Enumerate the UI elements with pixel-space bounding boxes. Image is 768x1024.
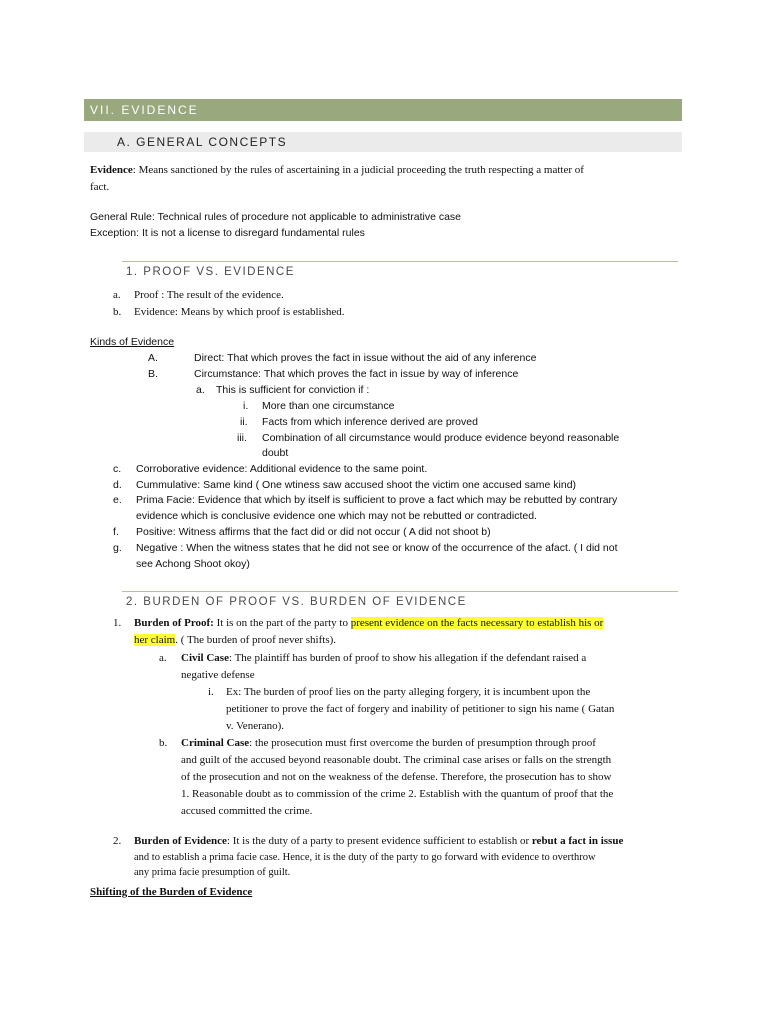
- kinds-g: Negative : When the witness states that he did not see or know of the occurrence of the afact. ( I did not: [136, 542, 618, 554]
- evidence-definition-cont: fact.: [90, 181, 110, 193]
- roman-i: More than one circumstance: [262, 400, 395, 412]
- proof-vs-evidence-header: [122, 261, 678, 282]
- burden-evidence-line2: and to establish a prima facie case. Hence, it is the duty of the party to go forward with evidence to overthrow: [134, 852, 596, 863]
- general-rule: General Rule: Technical rules of procedure not applicable to administrative case: [90, 211, 462, 223]
- burden-evidence-text: : It is the duty of a party to present evidence sufficient to establish or: [226, 835, 532, 847]
- example-marker: i.: [208, 686, 214, 698]
- example-line3: v. Venerano).: [226, 720, 285, 732]
- civil-case-term: Civil Case: [181, 652, 229, 664]
- proof-item-b: Evidence: Means by which proof is established.: [134, 306, 345, 318]
- kinds-g-cont: see Achong Shoot okoy): [136, 558, 250, 570]
- burden-proof-line2: [134, 634, 336, 647]
- burden-evidence-line3: any prima facie presumption of guilt.: [134, 867, 291, 878]
- burden-title: 2. BURDEN OF PROOF VS. BURDEN OF EVIDENCE: [126, 596, 467, 608]
- shifting-heading-text: Shifting of the Burden of Evidence: [90, 886, 253, 898]
- criminal-case-line5: accused committed the crime.: [181, 805, 313, 817]
- kinds-A: Direct: That which proves the fact in issue without the aid of any inference: [194, 352, 537, 364]
- roman-iii-cont: doubt: [262, 447, 289, 459]
- proof-item-a: Proof : The result of the evidence.: [134, 289, 284, 301]
- roman-ii: Facts from which inference derived are proved: [262, 416, 478, 428]
- kinds-e-marker: e.: [113, 494, 122, 506]
- criminal-case: [181, 737, 596, 750]
- kinds-B-a: This is sufficient for conviction if :: [216, 384, 370, 396]
- roman-ii-marker: ii.: [240, 416, 248, 428]
- burden-proof-highlight2: her claim: [134, 634, 176, 646]
- kinds-A-marker: A.: [148, 352, 158, 364]
- exception-rule: Exception: It is not a license to disregard fundamental rules: [90, 227, 365, 239]
- criminal-case-marker: b.: [159, 737, 168, 749]
- roman-iii: Combination of all circumstance would produce evidence beyond reasonable: [262, 432, 620, 444]
- civil-case: [181, 652, 586, 665]
- subsection-header: [84, 132, 682, 152]
- proof-item-a-marker: a.: [113, 289, 121, 301]
- kinds-heading-text: Kinds of Evidence: [90, 336, 175, 348]
- criminal-case-line4: 1. Reasonable doubt as to commission of the crime 2. Establish with the quantum of proof that the: [181, 788, 614, 800]
- civil-case-cont: negative defense: [181, 669, 255, 681]
- kinds-c: Corroborative evidence: Additional evidence to the same point.: [136, 463, 428, 475]
- burden-proof-term: Burden of Proof:: [134, 617, 214, 629]
- kinds-c-marker: c.: [113, 463, 122, 475]
- evidence-definition: [90, 164, 584, 177]
- criminal-case-text: : the prosecution must first overcome the burden of presumption through proof: [249, 737, 596, 749]
- kinds-B-a-marker: a.: [196, 384, 205, 396]
- evidence-term: Evidence: [90, 164, 133, 176]
- burden-evidence-line1: [134, 835, 623, 848]
- kinds-e-cont: evidence which is conclusive evidence one which may not be rebutted or contradicted.: [136, 510, 537, 522]
- civil-case-marker: a.: [159, 652, 167, 664]
- kinds-e: Prima Facie: Evidence that which by itself is sufficient to prove a fact which may be rebutted by contrary: [136, 494, 618, 506]
- kinds-f-marker: f.: [113, 526, 119, 538]
- civil-case-text: : The plaintiff has burden of proof to show his allegation if the defendant raised a: [228, 652, 587, 664]
- burden-evidence-bold: rebut a fact in issue: [531, 835, 624, 847]
- burden-proof-marker: 1.: [113, 617, 122, 629]
- roman-i-marker: i.: [243, 400, 249, 412]
- example-line1: Ex: The burden of proof lies on the party alleging forgery, it is incumbent upon the: [226, 686, 591, 698]
- burden-proof-line1: [134, 617, 603, 630]
- kinds-f: Positive: Witness affirms that the fact did or did not occur ( A did not shoot b): [136, 526, 491, 538]
- section-header: [84, 99, 682, 121]
- burden-evidence-marker: 2.: [113, 835, 122, 847]
- burden-header: [122, 591, 678, 612]
- subsection-title: A. GENERAL CONCEPTS: [117, 135, 288, 149]
- criminal-case-line2: and guilt of the accused beyond reasonable doubt. The criminal case arises or falls on the strength: [181, 754, 612, 766]
- kinds-g-marker: g.: [113, 542, 122, 554]
- roman-iii-marker: iii.: [237, 432, 247, 444]
- proof-item-b-marker: b.: [113, 306, 122, 318]
- burden-evidence-term: Burden of Evidence: [134, 835, 227, 847]
- kinds-heading: [90, 336, 174, 349]
- shifting-heading: [90, 886, 252, 899]
- burden-proof-text: It is on the part of the party to: [213, 617, 351, 629]
- burden-proof-highlight: present evidence on the facts necessary to establish his or: [350, 617, 604, 629]
- kinds-d: Cummulative: Same kind ( One wtiness saw accused shoot the victim one accused same kind): [136, 479, 577, 491]
- kinds-B: Circumstance: That which proves the fact in issue by way of inference: [194, 368, 519, 380]
- proof-vs-evidence-title: 1. PROOF VS. EVIDENCE: [126, 266, 295, 278]
- criminal-case-term: Criminal Case: [181, 737, 250, 749]
- example-line2: petitioner to prove the fact of forgery and inability of petitioner to sign his name ( Gatan: [226, 703, 615, 715]
- criminal-case-line3: of the prosecution and not on the weakness of the defense. Therefore, the prosecution has to show: [181, 771, 612, 783]
- kinds-B-marker: B.: [148, 368, 158, 380]
- evidence-def-text: : Means sanctioned by the rules of ascertaining in a judicial proceeding the truth respecting a matter of: [132, 164, 584, 176]
- burden-proof-rest: . ( The burden of proof never shifts).: [175, 634, 337, 646]
- kinds-d-marker: d.: [113, 479, 122, 491]
- section-title: VII. EVIDENCE: [90, 103, 199, 117]
